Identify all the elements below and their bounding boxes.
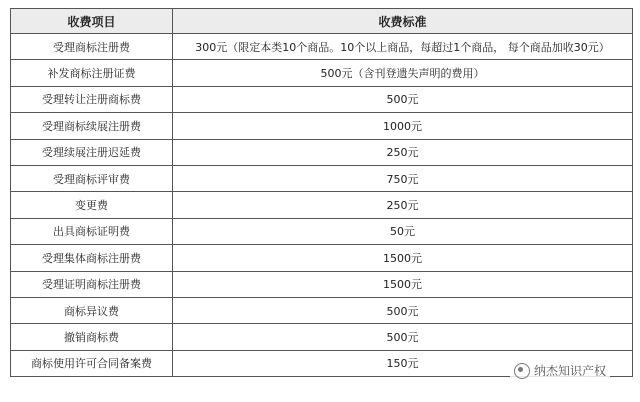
table-row — [11, 60, 633, 86]
fee-standard-cell: 250元 — [173, 192, 633, 218]
fee-item-cell: 受理续展注册迟延费 — [11, 139, 173, 165]
table-row — [11, 271, 633, 297]
header-fee-item: 收费项目 — [11, 9, 173, 34]
fee-standard-cell: 250元 — [173, 139, 633, 165]
fee-standard-cell: 1500元 — [173, 271, 633, 297]
fee-item-cell: 商标使用许可合同备案费 — [11, 350, 173, 376]
fee-item-cell: 受理集体商标注册费 — [11, 245, 173, 271]
fee-item-cell: 商标异议费 — [11, 297, 173, 323]
fee-standard-cell: 1500元 — [173, 245, 633, 271]
fee-item-cell: 受理转让注册商标费 — [11, 86, 173, 112]
fee-standard-cell: 750元 — [173, 165, 633, 191]
fee-item-cell: 撤销商标费 — [11, 324, 173, 350]
fee-item-cell: 出具商标证明费 — [11, 218, 173, 244]
table-row — [11, 245, 633, 271]
table-row — [11, 192, 633, 218]
header-fee-standard: 收费标准 — [173, 9, 633, 34]
fee-standard-cell: 500元 — [173, 297, 633, 323]
fee-standard-cell: 500元 — [173, 324, 633, 350]
table-row — [11, 324, 633, 350]
table-row — [11, 165, 633, 191]
fee-standard-cell: 500元（含刊登遗失声明的费用） — [173, 60, 633, 86]
table-row — [11, 34, 633, 60]
fee-standard-cell: 1000元 — [173, 113, 633, 139]
fee-standard-cell: 50元 — [173, 218, 633, 244]
fee-item-cell: 受理商标续展注册费 — [11, 113, 173, 139]
fee-standard-cell: 500元 — [173, 86, 633, 112]
table-row — [11, 218, 633, 244]
fee-standard-cell: 150元 — [173, 350, 633, 376]
fee-table — [10, 8, 633, 377]
wechat-logo-icon — [514, 363, 530, 379]
watermark-text: 纳杰知识产权 — [533, 364, 606, 378]
table-row — [11, 297, 633, 323]
fee-item-cell: 受理证明商标注册费 — [11, 271, 173, 297]
table-row — [11, 139, 633, 165]
watermark — [510, 361, 610, 380]
fee-item-cell: 补发商标注册证费 — [11, 60, 173, 86]
fee-item-cell: 变更费 — [11, 192, 173, 218]
fee-standard-cell: 300元（限定本类10个商品。10个以上商品，每超过1个商品， 每个商品加收30元） — [173, 34, 633, 60]
table-header-row — [11, 9, 633, 34]
fee-item-cell: 受理商标评审费 — [11, 165, 173, 191]
fee-item-cell: 受理商标注册费 — [11, 34, 173, 60]
table-row — [11, 113, 633, 139]
table-row — [11, 86, 633, 112]
